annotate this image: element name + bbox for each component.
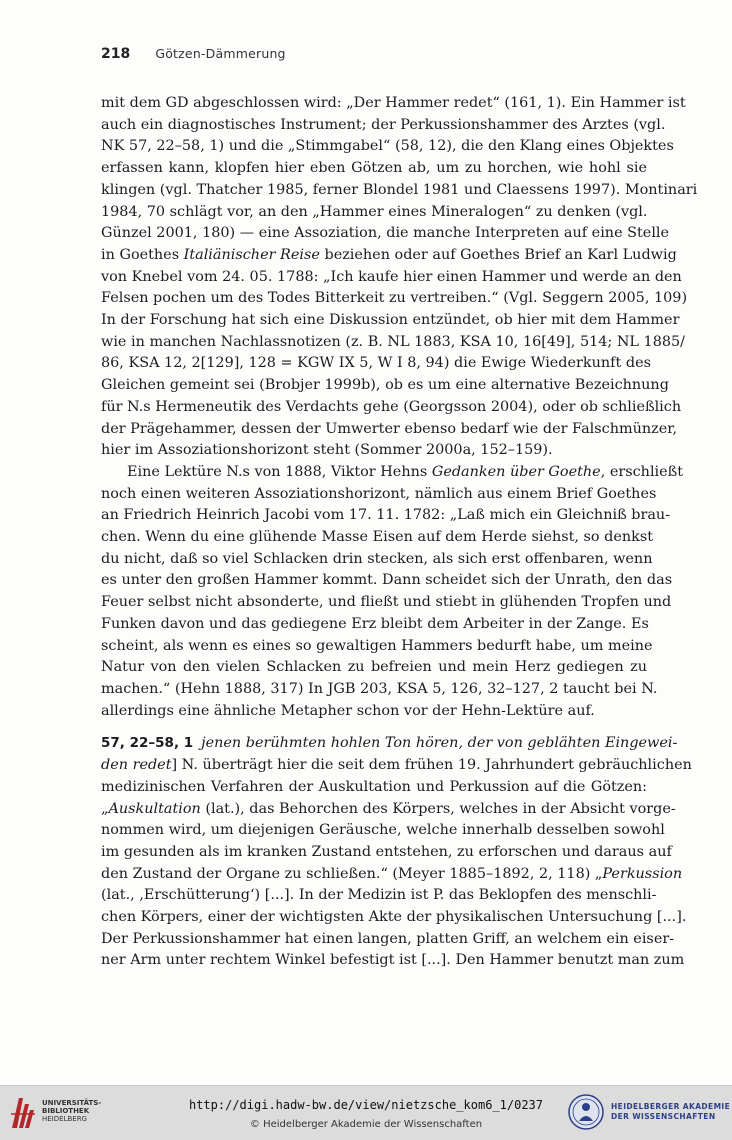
text-line: für N.s Hermeneutik des Verdachts gehe (Georgsson 2004), oder ob schließlich (101, 398, 682, 415)
text-line: Funken davon und das gediegene Erz bleibt dem Arbeiter in der Zange. Es (101, 615, 649, 632)
text-line: klingen (vgl. Thatcher 1985, ferner Blondel 1981 und Claessens 1997). Montinari (101, 181, 698, 198)
library-name-line: HEIDELBERG (42, 1115, 87, 1123)
text-line: an Friedrich Heinrich Jacobi vom 17. 11. 1782: „Laß mich ein Gleichniß brau- (101, 507, 671, 524)
italic-term: Auskultation (108, 800, 201, 817)
text-line: chen. Wenn du eine glühende Masse Eisen auf dem Herde siehst, so denkst (101, 529, 654, 546)
text-line: nommen wird, um diejenigen Geräusche, welche innerhalb desselben sowohl (101, 822, 665, 839)
academy-name (611, 1102, 730, 1122)
library-name-line: UNIVERSITÄTS- (42, 1099, 102, 1107)
page-number: 218 (101, 46, 131, 62)
library-name-line: BIBLIOTHEK (42, 1107, 90, 1115)
copyright-notice: © Heidelberger Akademie der Wissenschaften (249, 1119, 483, 1130)
text-line: chen Körpers, einer der wichtigsten Akte der physikalischen Untersuchung [...]. (101, 909, 687, 926)
academy-name-line: DER WISSENSCHAFTEN (611, 1112, 716, 1121)
paragraph-gap (101, 722, 647, 733)
text-line: Günzel 2001, 180) — eine Assoziation, die manche Interpreten auf eine Stelle (101, 225, 670, 242)
text-line: Der Perkussionshammer hat einen langen, platten Griff, an welchem ein eiser- (101, 930, 675, 947)
text-run: Eine Lektüre N.s von 1888, Viktor Hehns (127, 463, 432, 480)
viewer-footer (0, 1085, 732, 1140)
text-run: (lat.), das Behorchen des Körpers, welches in der Absicht vorge- (200, 800, 676, 817)
text-line: du nicht, daß so viel Schlacken drin stecken, als sich erst offenbaren, wenn (101, 550, 653, 567)
italic-term: Perkussion (602, 865, 683, 882)
text-line: noch einen weiteren Assoziationshorizont, nämlich aus einem Brief Goethes (101, 485, 657, 502)
text-line: Gleichen gemeint sei (Brobjer 1999b), ob es um eine alternative Bezeichnung (101, 377, 669, 394)
lemma-reference: 57, 22–58, 1 (101, 735, 194, 752)
lemma-text: jenen berühmten hohlen Ton hören, der von geblähten Eingewei- (201, 735, 678, 752)
text-line: es unter den großen Hammer kommt. Dann scheidet sich der Unrath, den das (101, 572, 673, 589)
text-line: mit dem GD abgeschlossen wird: „Der Hammer redet“ (161, 1). Ein Hammer ist (101, 95, 686, 111)
lemma-text: den redet (101, 757, 172, 774)
text-run: beziehen oder auf Goethes Brief an Karl Ludwig (319, 246, 677, 263)
text-run: den Zustand der Organe zu schließen.“ (Meyer 1885–1892, 2, 118) „ (101, 865, 603, 882)
page-header (101, 43, 286, 62)
running-title: Götzen-Dämmerung (155, 46, 286, 61)
document-url-link[interactable]: http://digi.hadw-bw.de/view/nietzsche_kom6_1/0237 (188, 1098, 543, 1112)
text-line: allerdings eine ähnliche Metapher schon vor der Hehn-Lektüre auf. (101, 702, 595, 719)
text-line: Feuer selbst nicht absonderte, und fließt und stiebt in glühenden Tropfen und (101, 594, 672, 611)
text-run: ] N. überträgt hier die seit dem frühen 19. Jahrhundert gebräuchlichen (171, 757, 692, 774)
text-line: 86, KSA 12, 2[129], 128 = KGW IX 5, W I 8, 94) die Ewige Wiederkunft des (101, 355, 651, 372)
text-line: (lat., ‚Erschütterung‘) [...]. In der Medizin ist P. das Beklopfen des menschli- (101, 887, 657, 904)
text-run: in Goethes (101, 246, 184, 263)
text-run: „ (101, 800, 109, 817)
text-line (101, 864, 683, 886)
text-run: , erschließt (600, 463, 684, 480)
text-line: In der Forschung hat sich eine Diskussion entzündet, ob hier mit dem Hammer (101, 312, 680, 329)
text-line: scheint, als wenn es eines so gewaltigen Hammers bedurft habe, um meine (101, 637, 653, 654)
text-line: der Prägehammer, dessen der Umwerter ebenso bedarf wie der Falschmünzer, (101, 420, 678, 437)
text-line (101, 799, 676, 821)
text-line: im gesunden als im kranken Zustand entstehen, zu erforschen und daraus auf (101, 843, 672, 860)
text-line: auch ein diagnostisches Instrument; der Perkussionshammer des Arztes (vgl. (101, 116, 666, 133)
text-line: erfassen kann, klopfen hier eben Götzen ab, um zu horchen, wie hohl sie (101, 160, 647, 177)
text-line: ner Arm unter rechtem Winkel befestigt ist [...]. Den Hammer benutzt man zum (101, 952, 685, 969)
italic-title: Gedanken über Goethe (431, 463, 601, 480)
academy-name-line: HEIDELBERGER AKADEMIE (611, 1102, 731, 1111)
text-line (101, 245, 677, 267)
text-line: medizinischen Verfahren der Auskultation und Perkussion auf die Götzen: (101, 778, 647, 795)
text-line (101, 733, 678, 755)
italic-title: Italiänischer Reise (183, 246, 320, 263)
text-line: hier im Assoziationshorizont steht (Sommer 2000a, 152–159). (101, 442, 553, 459)
text-line (101, 755, 692, 777)
text-line: von Knebel vom 24. 05. 1788: „Ich kaufe hier einen Hammer und werde an den (101, 268, 682, 285)
text-line: NK 57, 22–58, 1) und die „Stimmgabel“ (58, 12), die den Klang eines Objektes (101, 138, 674, 155)
body-text (101, 93, 698, 972)
text-line (101, 462, 684, 484)
text-line: Felsen pochen um des Todes Bitterkeit zu vertreiben.“ (Vgl. Seggern 2005, 109) (101, 290, 688, 307)
text-line: machen.“ (Hehn 1888, 317) In JGB 203, KSA 5, 126, 32–127, 2 taucht bei N. (101, 680, 658, 697)
text-line: Natur von den vielen Schlacken zu befreien und mein Herz gediegen zu (101, 659, 647, 676)
academy-seal-icon (568, 1094, 604, 1130)
text-line: wie in manchen Nachlassnotizen (z. B. NL 1883, KSA 10, 16[49], 514; NL 1885/ (101, 333, 686, 350)
text-line: 1984, 70 schlägt vor, an den „Hammer eines Mineralogen“ zu denken (vgl. (101, 203, 648, 220)
